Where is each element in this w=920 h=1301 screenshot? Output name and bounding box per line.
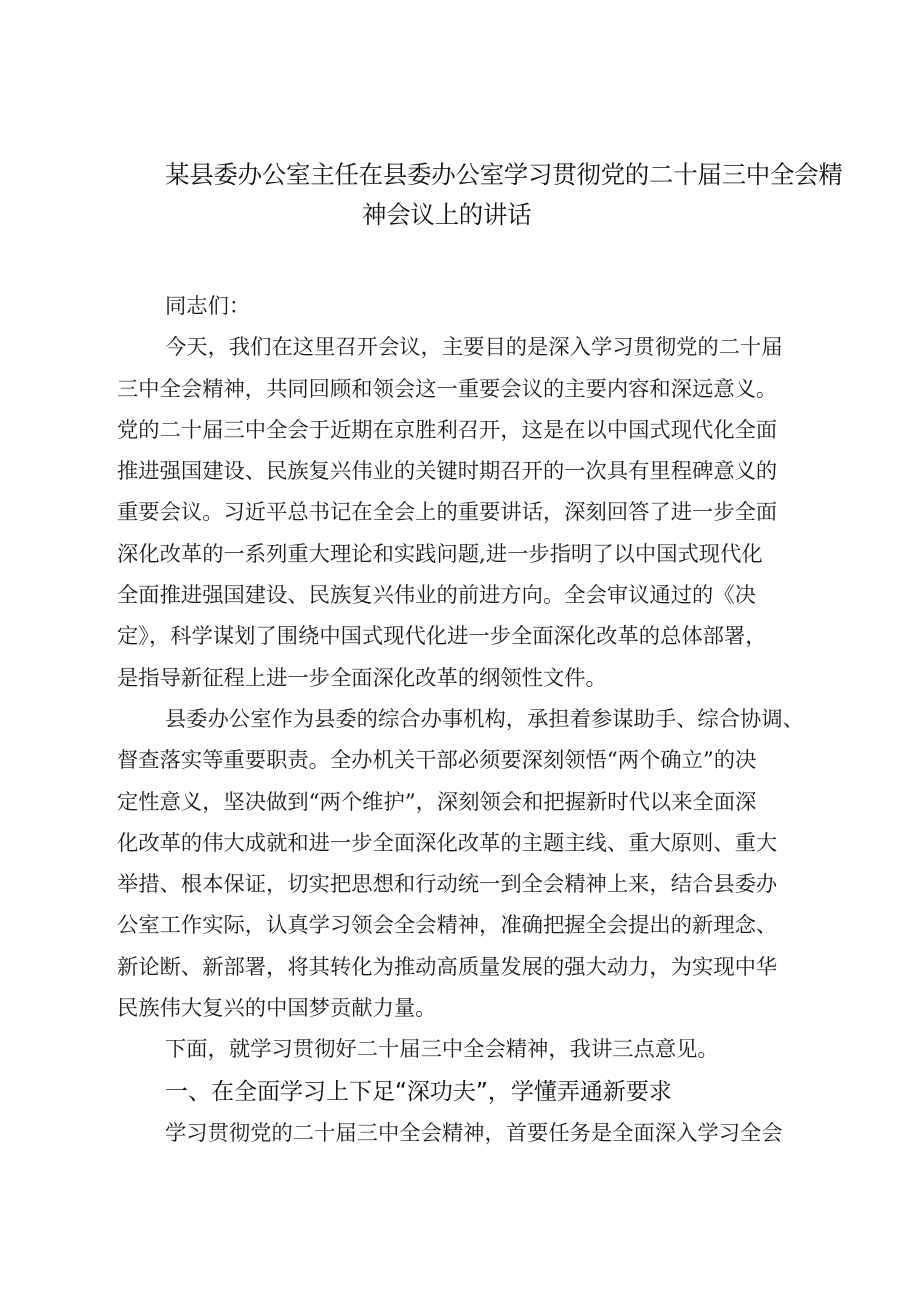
paragraph-line: 重要会议。习近平总书记在全会上的重要讲话，深刻回答了进一步全面 xyxy=(117,500,778,526)
paragraph-line: 推进强国建设、民族复兴伟业的关键时期召开的一次具有里程碑意义的 xyxy=(117,459,778,485)
title-line-2: 神会议上的讲话 xyxy=(362,200,532,229)
paragraph-3: 下面，就学习贯彻好二十届三中全会精神，我讲三点意见。 xyxy=(165,1037,719,1063)
paragraph-2 xyxy=(117,699,835,1029)
paragraph-line: 深化改革的一系列重大理论和实践问题,进一步指明了以中国式现代化 xyxy=(117,541,763,567)
document-title xyxy=(165,155,845,235)
paragraph-line: 化改革的伟大成就和进一步全面深化改革的主题主线、重大原则、重大 xyxy=(117,830,778,856)
paragraph-line: 新论断、新部署，将其转化为推动高质量发展的强大动力，为实现中华 xyxy=(117,954,778,980)
paragraph-line: 督查落实等重要职责。全办机关干部必须要深刻领悟“两个确立”的决 xyxy=(117,748,757,774)
title-line-1: 某县委办公室主任在县委办公室学习贯彻党的二十届三中全会精 xyxy=(165,160,843,189)
section-heading-1: 一、在全面学习上下足“深功夫”，学懂弄通新要求 xyxy=(165,1078,672,1105)
paragraph-1 xyxy=(117,327,835,699)
paragraph-line: 是指导新征程上进一步全面深化改革的纲领性文件。 xyxy=(117,665,607,691)
paragraph-4: 学习贯彻党的二十届三中全会精神，首要任务是全面深入学习全会 xyxy=(165,1120,783,1146)
paragraph-line: 党的二十届三中全会于近期在京胜利召开，这是在以中国式现代化全面 xyxy=(117,417,778,443)
paragraph-line: 举措、根本保证，切实把思想和行动统一到全会精神上来，结合县委办 xyxy=(117,872,778,898)
document-body xyxy=(117,286,835,1154)
paragraph-line: 全面推进强国建设、民族复兴伟业的前进方向。全会审议通过的《决 xyxy=(117,583,756,609)
paragraph-line: 三中全会精神，共同回顾和领会这一重要会议的主要内容和深远意义。 xyxy=(117,376,778,402)
paragraph-line: 定》，科学谋划了围绕中国式现代化进一步全面深化改革的总体部署， xyxy=(117,624,767,650)
paragraph-line: 今天，我们在这里召开会议，主要目的是深入学习贯彻党的二十届 xyxy=(165,335,783,361)
paragraph-line: 民族伟大复兴的中国梦贡献力量。 xyxy=(117,996,437,1022)
paragraph-line: 县委办公室作为县委的综合办事机构，承担着参谋助手、综合协调、 xyxy=(165,706,804,732)
salutation: 同志们： xyxy=(165,294,251,319)
paragraph-line: 定性意义，坚决做到“两个维护”，深刻领会和把握新时代以来全面深 xyxy=(117,789,757,815)
paragraph-line: 公室工作实际，认真学习领会全会精神，准确把握全会提出的新理念、 xyxy=(117,913,778,939)
